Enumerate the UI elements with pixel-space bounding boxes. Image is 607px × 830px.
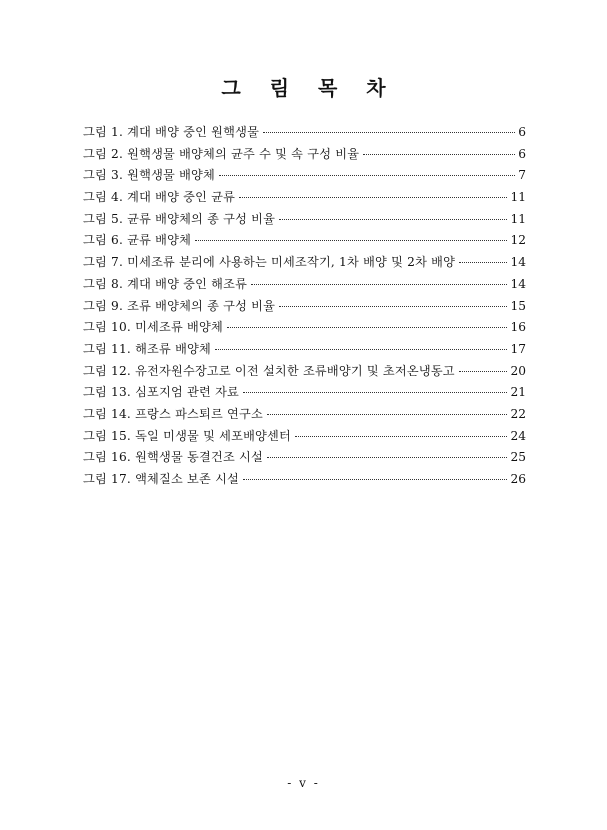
toc-entry[interactable] <box>83 361 526 383</box>
toc-entry-label: 그림 16. 원핵생물 동결건조 시설 <box>83 450 263 465</box>
toc-entry[interactable] <box>83 144 526 166</box>
toc-dot-leader <box>459 371 508 372</box>
toc-dot-leader <box>267 457 508 458</box>
toc-dot-leader <box>195 240 507 241</box>
toc-entry-page: 21 <box>510 385 526 400</box>
toc-entry[interactable] <box>83 209 526 231</box>
toc-entry-page: 11 <box>510 190 526 205</box>
toc-entry[interactable] <box>83 317 526 339</box>
toc-dot-leader <box>215 349 507 350</box>
toc-entry-label: 그림 6. 균류 배양체 <box>83 233 192 248</box>
toc-entry-page: 17 <box>510 341 526 356</box>
toc-entry-page: 14 <box>510 255 526 270</box>
toc-entry-label: 그림 4. 계대 배양 중인 균류 <box>83 190 236 205</box>
page-title: 그 림 목 차 <box>221 76 397 100</box>
toc-entry-page: 6 <box>518 146 526 161</box>
toc-entry-page: 12 <box>510 233 526 248</box>
toc-entry-label: 그림 7. 미세조류 분리에 사용하는 미세조작기, 1차 배양 및 2차 배양 <box>83 255 456 270</box>
toc-entry[interactable] <box>83 187 526 209</box>
toc-entry-label: 그림 13. 심포지엄 관련 자료 <box>83 385 240 400</box>
toc-dot-leader <box>239 197 507 198</box>
toc-entry-page: 22 <box>510 406 526 421</box>
toc-entry[interactable] <box>83 296 526 318</box>
toc-dot-leader <box>267 414 508 415</box>
toc-entry-label: 그림 15. 독일 미생물 및 세포배양센터 <box>83 428 291 443</box>
toc-dot-leader <box>279 219 507 220</box>
toc-entry-label: 그림 3. 원핵생물 배양체 <box>83 168 216 183</box>
toc-dot-leader <box>243 479 507 480</box>
toc-entry[interactable] <box>83 404 526 426</box>
toc-dot-leader <box>227 327 508 328</box>
toc-dot-leader <box>459 262 507 263</box>
toc-entry-page: 14 <box>510 276 526 291</box>
toc-dot-leader <box>295 436 508 437</box>
toc-entry[interactable] <box>83 252 526 274</box>
toc-entry-label: 그림 1. 계대 배양 중인 원핵생물 <box>83 125 260 139</box>
toc-entry-page: 26 <box>510 472 526 486</box>
toc-dot-leader <box>263 132 515 133</box>
toc-entry[interactable] <box>83 426 526 448</box>
toc-dot-leader <box>279 306 507 307</box>
toc-entry-label: 그림 2. 원핵생물 배양체의 균주 수 및 속 구성 비율 <box>83 146 360 161</box>
toc-entry[interactable] <box>83 122 526 144</box>
toc-entry-label: 그림 11. 해조류 배양체 <box>83 341 211 356</box>
toc-entry-page: 6 <box>518 125 526 139</box>
toc-dot-leader <box>243 392 507 393</box>
figure-toc-list <box>83 122 526 491</box>
toc-entry-label: 그림 17. 액체질소 보존 시설 <box>83 472 240 486</box>
toc-entry-label: 그림 8. 계대 배양 중인 해조류 <box>83 276 248 291</box>
page-number-footer: - v - <box>287 776 320 790</box>
toc-entry-page: 11 <box>510 211 526 226</box>
toc-entry[interactable] <box>83 469 526 491</box>
toc-dot-leader <box>219 175 515 176</box>
toc-entry-label: 그림 10. 미세조류 배양체 <box>83 320 223 335</box>
toc-entry-page: 25 <box>510 450 526 465</box>
toc-entry-page: 15 <box>510 298 526 313</box>
toc-entry-label: 그림 5. 균류 배양체의 종 구성 비율 <box>83 211 276 226</box>
toc-entry[interactable] <box>83 165 526 187</box>
toc-entry[interactable] <box>83 382 526 404</box>
toc-entry[interactable] <box>83 230 526 252</box>
toc-entry-label: 그림 14. 프랑스 파스퇴르 연구소 <box>83 406 263 421</box>
toc-entry-page: 16 <box>510 320 526 335</box>
toc-entry-label: 그림 12. 유전자원수장고로 이전 설치한 조류배양기 및 초저온냉동고 <box>83 363 455 378</box>
toc-entry[interactable] <box>83 447 526 469</box>
toc-entry[interactable] <box>83 339 526 361</box>
toc-dot-leader <box>363 154 515 155</box>
toc-entry-label: 그림 9. 조류 배양체의 종 구성 비율 <box>83 298 276 313</box>
toc-entry-page: 20 <box>510 363 526 378</box>
toc-entry-page: 24 <box>510 428 526 443</box>
toc-entry[interactable] <box>83 274 526 296</box>
toc-entry-page: 7 <box>518 168 526 183</box>
toc-dot-leader <box>251 284 507 285</box>
